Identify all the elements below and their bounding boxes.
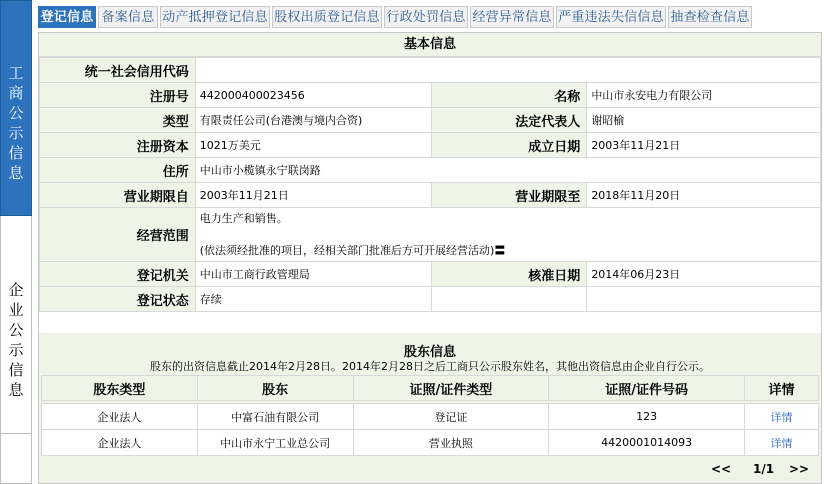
shareholder-header-row (42, 376, 819, 401)
header-detail: 详情 (745, 376, 819, 401)
row-detail-cell (745, 430, 819, 456)
pager-prev-button[interactable]: << (711, 462, 732, 476)
sidebar-tab-enterprise-label: 企 业 公 示 信 息 (8, 281, 24, 399)
header-type: 股东类型 (42, 376, 198, 401)
credit-code-label: 统一社会信用代码 (40, 58, 196, 83)
row-cert-type: 营业执照 (353, 430, 549, 456)
row-type: 企业法人 (42, 404, 198, 430)
tab-registration-info[interactable]: 登记信息 (38, 6, 96, 28)
sidebar-tab-business-publicity[interactable] (0, 0, 32, 216)
sidebar-tab-other[interactable] (0, 434, 32, 484)
tab-chattel-mortgage[interactable]: 动产抵押登记信息 (160, 6, 270, 28)
table-row (42, 430, 819, 456)
row-cert-no: 4420001014093 (549, 430, 745, 456)
reg-no-value: 442000400023456 (195, 83, 431, 108)
status-label: 登记状态 (40, 287, 196, 312)
approval-value: 2014年06月23日 (587, 262, 821, 287)
row-shareholder: 中山市永宁工业总公司 (197, 430, 353, 456)
scope-line-2: (依法须经批准的项目，经相关部门批准后方可开展经营活动)〓 (199, 244, 506, 257)
main-panel (38, 32, 822, 484)
approval-label: 核准日期 (431, 262, 587, 287)
tab-filing-info[interactable]: 备案信息 (98, 6, 158, 28)
pager-next-button[interactable]: >> (789, 462, 810, 476)
shareholder-title: 股东信息 (403, 345, 456, 360)
address-value: 中山市小榄镇永宁联岗路 (195, 158, 820, 183)
header-shareholder: 股东 (197, 376, 353, 401)
scope-spacer (200, 227, 816, 243)
table-row (42, 404, 819, 430)
row-cert-type: 登记证 (353, 404, 549, 430)
credit-code-value (195, 58, 820, 83)
tab-spot-check[interactable]: 抽查检查信息 (668, 6, 752, 28)
capital-label: 注册资本 (40, 133, 196, 158)
row-type: 企业法人 (42, 430, 198, 456)
status-empty-cell (431, 287, 587, 312)
name-value: 中山市永安电力有限公司 (587, 83, 821, 108)
tab-serious-violation[interactable]: 严重违法失信信息 (556, 6, 666, 28)
header-cert-no: 证照/证件号码 (549, 376, 745, 401)
type-value: 有限责任公司(台港澳与境内合资) (195, 108, 431, 133)
name-label: 名称 (431, 83, 587, 108)
row-cert-no: 123 (549, 404, 745, 430)
scope-label: 经营范围 (40, 208, 196, 262)
scope-line-1: 电力生产和销售。 (199, 212, 288, 225)
address-label: 住所 (40, 158, 196, 183)
status-empty-cell (587, 287, 821, 312)
pager-page-indicator: 1/1 (753, 462, 775, 476)
row-shareholder: 中富石油有限公司 (197, 404, 353, 430)
detail-link[interactable]: 详情 (770, 410, 793, 424)
status-value: 存续 (195, 287, 431, 312)
tab-equity-pledge[interactable]: 股权出质登记信息 (272, 6, 382, 28)
period-from-label: 营业期限自 (40, 183, 196, 208)
shareholder-table (41, 375, 819, 456)
sidebar-tab-enterprise-publicity[interactable] (0, 216, 32, 434)
legal-rep-value: 谢昭榆 (587, 108, 821, 133)
header-cert-type: 证照/证件类型 (353, 376, 549, 401)
capital-value: 1021万美元 (195, 133, 431, 158)
period-to-value: 2018年11月20日 (587, 183, 821, 208)
authority-value: 中山市工商行政管理局 (195, 262, 431, 287)
shareholder-note: 股东的出资信息截止2014年2月28日。2014年2月28日之后工商只公示股东姓名，其他出资信息由企业自行公示。 (150, 360, 710, 373)
authority-label: 登记机关 (40, 262, 196, 287)
detail-link[interactable]: 详情 (770, 436, 793, 450)
reg-no-label: 注册号 (40, 83, 196, 108)
tab-abnormal-operation[interactable]: 经营异常信息 (470, 6, 554, 28)
sidebar-tab-business-label: 工 商 公 示 信 息 (8, 64, 24, 182)
basic-info-table (39, 57, 821, 312)
basic-info-title: 基本信息 (39, 33, 821, 57)
legal-rep-label: 法定代表人 (431, 108, 587, 133)
type-label: 类型 (40, 108, 196, 133)
tab-administrative-penalty[interactable]: 行政处罚信息 (384, 6, 468, 28)
period-to-label: 营业期限至 (431, 183, 587, 208)
founded-label: 成立日期 (431, 133, 587, 158)
scope-value (195, 208, 820, 262)
founded-value: 2003年11月21日 (587, 133, 821, 158)
period-from-value: 2003年11月21日 (195, 183, 431, 208)
pager (711, 459, 821, 479)
row-detail-cell (745, 404, 819, 430)
shareholder-section (39, 333, 821, 483)
